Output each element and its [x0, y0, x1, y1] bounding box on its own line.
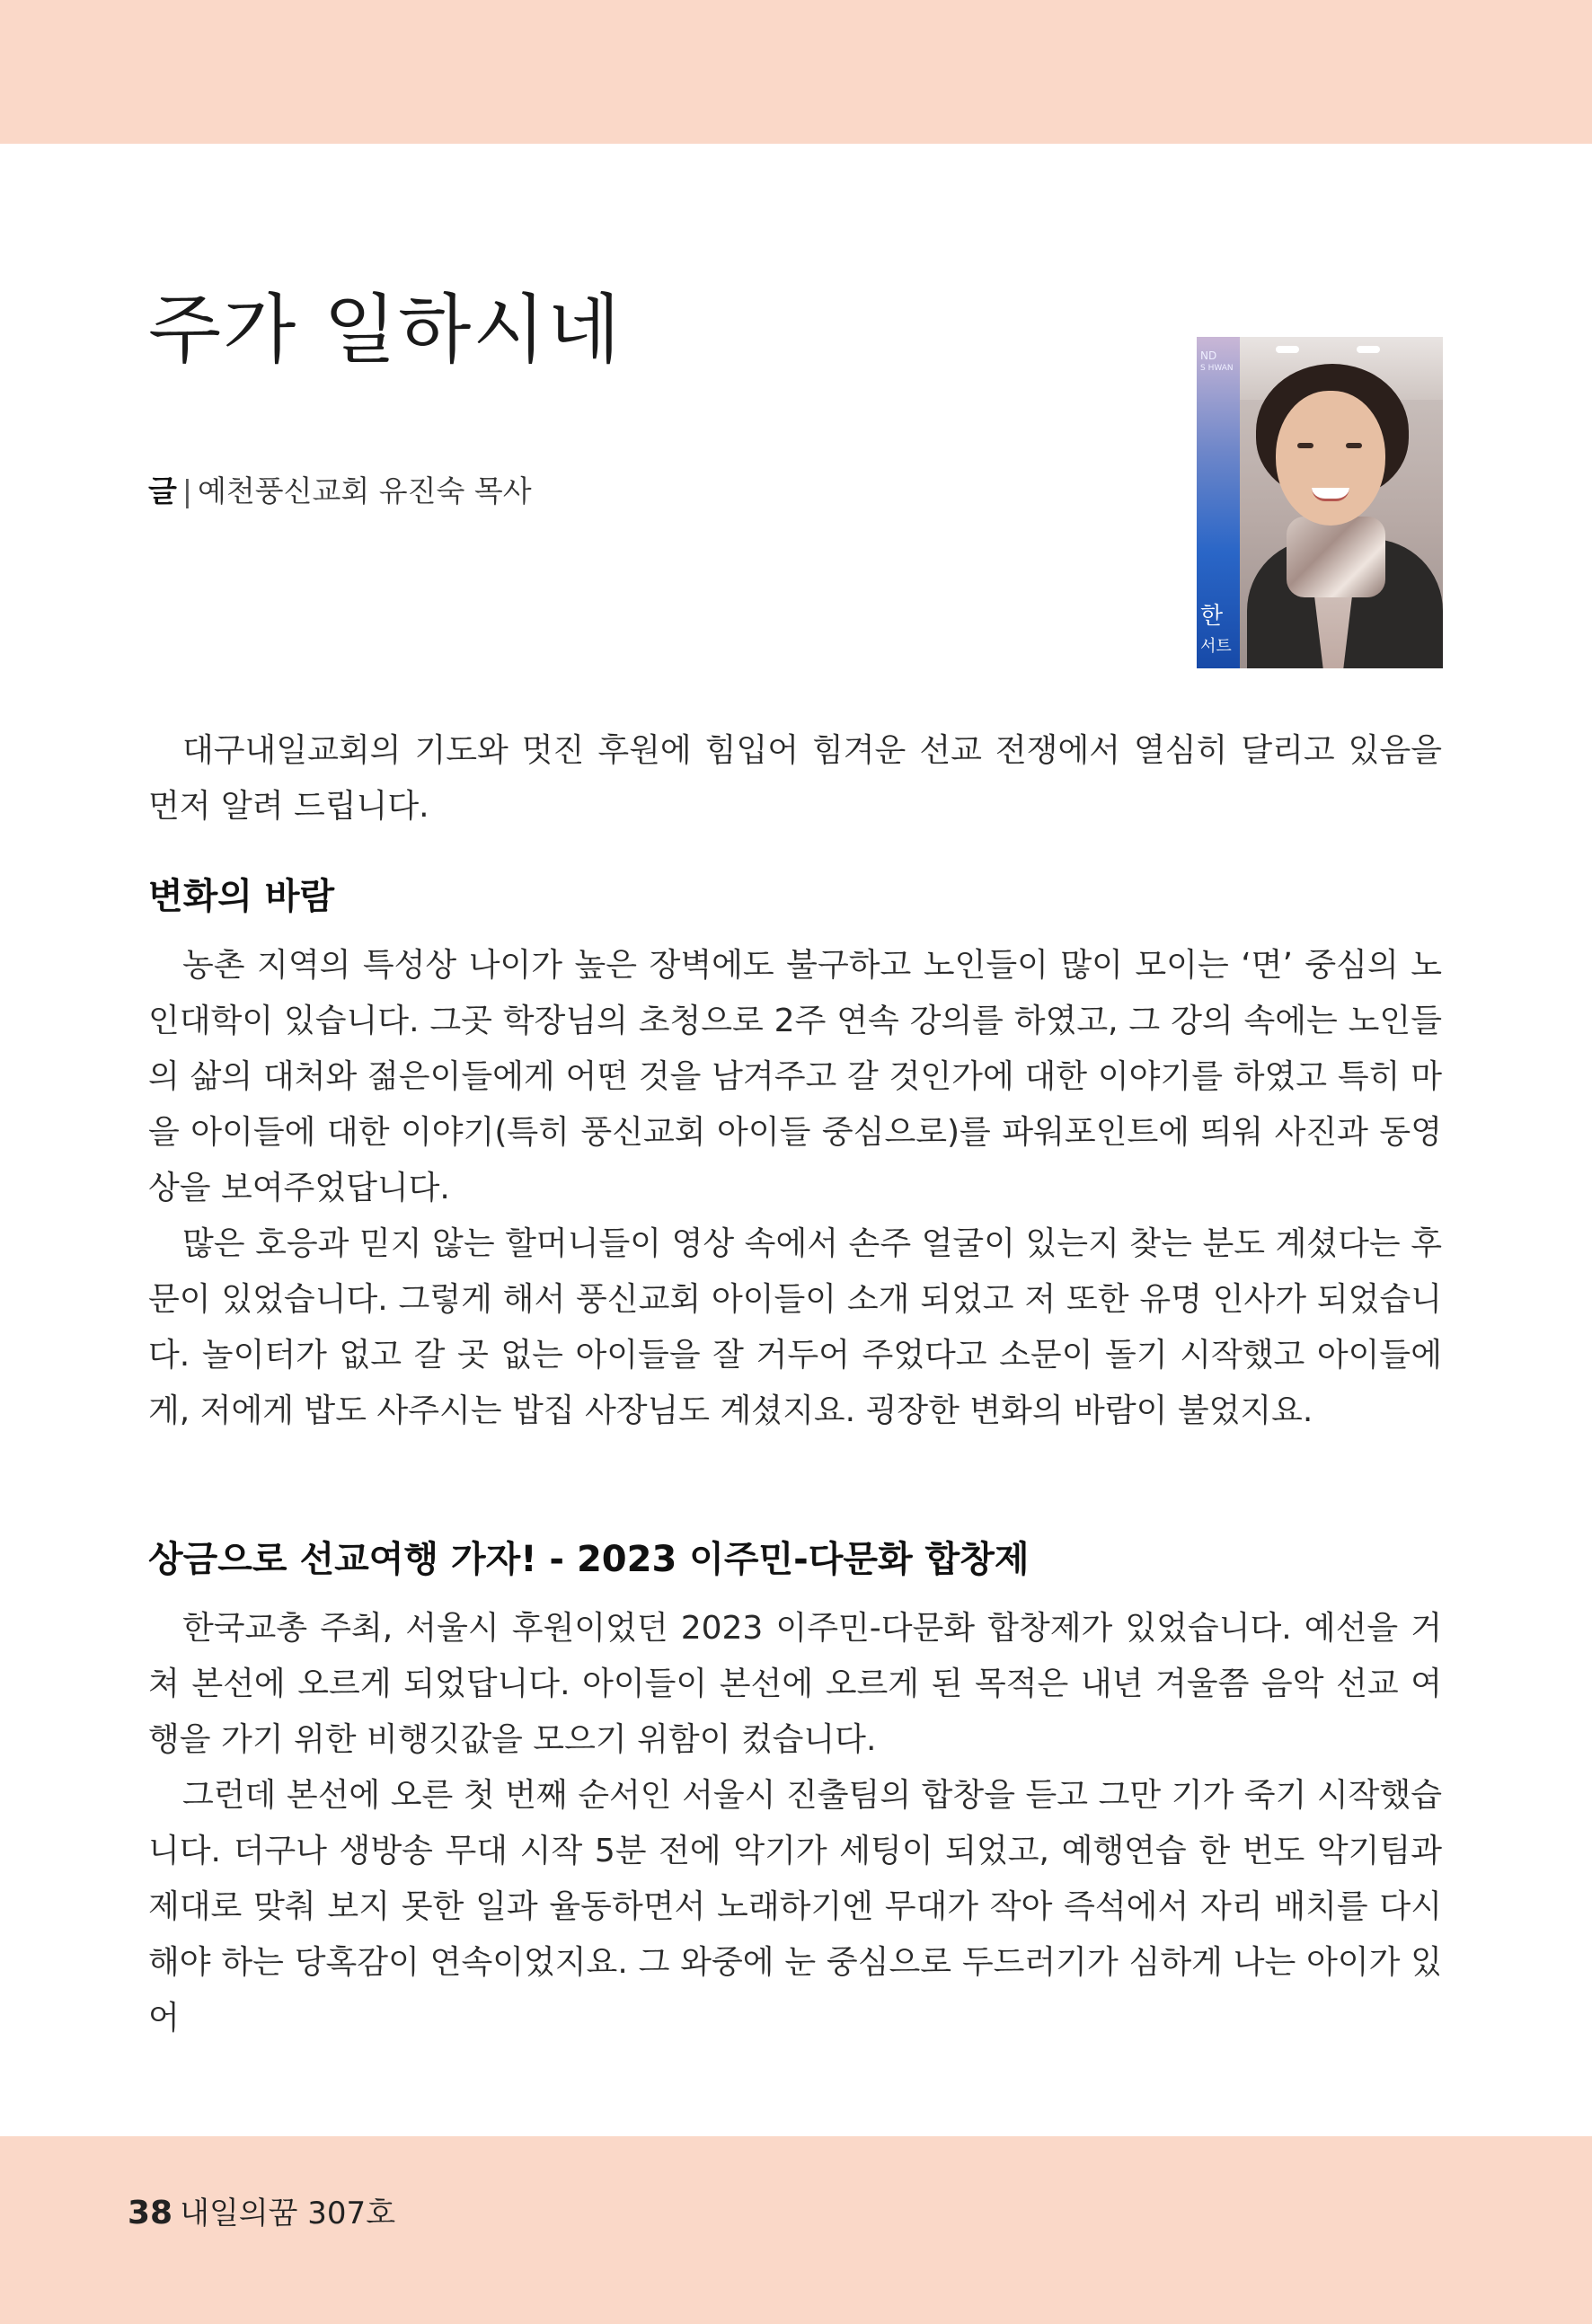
section-2-paragraph-2: 그런데 본선에 오른 첫 번째 순서인 서울시 진출팀의 합창을 듣고 그만 기가 죽기 시작했습니다. 더구나 생방송 무대 시작 5분 전에 악기가 세팅이 되었고, 예행연습 한 번도 악기팀과 제대로 맞춰 보지 못한 일과 율동하면서 노래하기엔 무대가 작아 즉석에서 자리 배치를 다시 해야 하는 당혹감이 연속이었지요. 그 와중에 눈 중심으로 두드러기가 심하게 나는 아이가 있어	[148, 1777, 1442, 2037]
byline	[148, 473, 532, 508]
photo-eye	[1297, 443, 1313, 448]
intro-paragraph: 대구내일교회의 기도와 멋진 후원에 힘입어 힘겨운 선교 전쟁에서 열심히 달리고 있음을 먼저 알려 드립니다.	[148, 732, 1442, 825]
byline-separator: |	[181, 473, 193, 508]
page-number: 38	[128, 2195, 173, 2231]
section-1-paragraph-1: 농촌 지역의 특성상 나이가 높은 장벽에도 불구하고 노인들이 많이 모이는 ‘면’ 중심의 노인대학이 있습니다. 그곳 학장님의 초청으로 2주 연속 강의를 하였고, 그 강의 속에는 노인들의 삶의 대처와 젊은이들에게 어떤 것을 남겨주고 갈 것인가에 대한 이야기를 하였고 특히 마을 아이들에 대한 이야기(특히 풍신교회 아이들 중심으로)를 파워포인트에 띄워 사진과 동영상을 보여주었답니다.	[148, 947, 1442, 1206]
photo-eye	[1346, 443, 1362, 448]
photo-light	[1276, 346, 1299, 353]
article-title: 주가 일하시네	[148, 286, 623, 374]
page-footer	[128, 2197, 395, 2230]
publication-name: 내일의꿈 307호	[180, 2196, 396, 2231]
section-heading-1: 변화의 바람	[148, 876, 335, 917]
photo-light	[1357, 346, 1380, 353]
section-heading-2: 상금으로 선교여행 가자! - 2023 이주민-다문화 합창제	[148, 1539, 1030, 1580]
section-2-body	[148, 1601, 1442, 2046]
header-band	[0, 0, 1592, 144]
section-1-body	[148, 938, 1442, 1439]
photo-face	[1276, 391, 1385, 526]
poster-text: 한	[1200, 603, 1224, 630]
section-1-paragraph-2: 많은 호응과 믿지 않는 할머니들이 영상 속에서 손주 얼굴이 있는지 찾는 분도 계셨다는 후문이 있었습니다. 그렇게 해서 풍신교회 아이들이 소개 되었고 저 또한 유명 인사가 되었습니다. 놀이터가 없고 갈 곳 없는 아이들을 잘 거두어 주었다고 소문이 돌기 시작했고 아이들에게, 저에게 밥도 사주시는 밥집 사장님도 계셨지요. 굉장한 변화의 바람이 불었지요.	[148, 1225, 1442, 1429]
byline-author: 예천풍신교회 유진숙 목사	[198, 473, 532, 508]
section-2-paragraph-1: 한국교총 주최, 서울시 후원이었던 2023 이주민-다문화 합창제가 있었습니다. 예선을 거쳐 본선에 오르게 되었답니다. 아이들이 본선에 오르게 된 목적은 내년 겨울쯤 음악 선교 여행을 가기 위한 비행깃값을 모으기 위함이 컸습니다.	[148, 1610, 1442, 1758]
photo-scarf	[1287, 517, 1385, 597]
intro-block	[148, 723, 1442, 835]
author-photo	[1197, 337, 1443, 668]
byline-label: 글	[148, 473, 177, 508]
poster-text: 서트	[1200, 637, 1232, 656]
poster-text: ND	[1200, 349, 1217, 362]
poster-text: S HWAN	[1200, 364, 1234, 373]
photo-poster	[1197, 337, 1240, 668]
